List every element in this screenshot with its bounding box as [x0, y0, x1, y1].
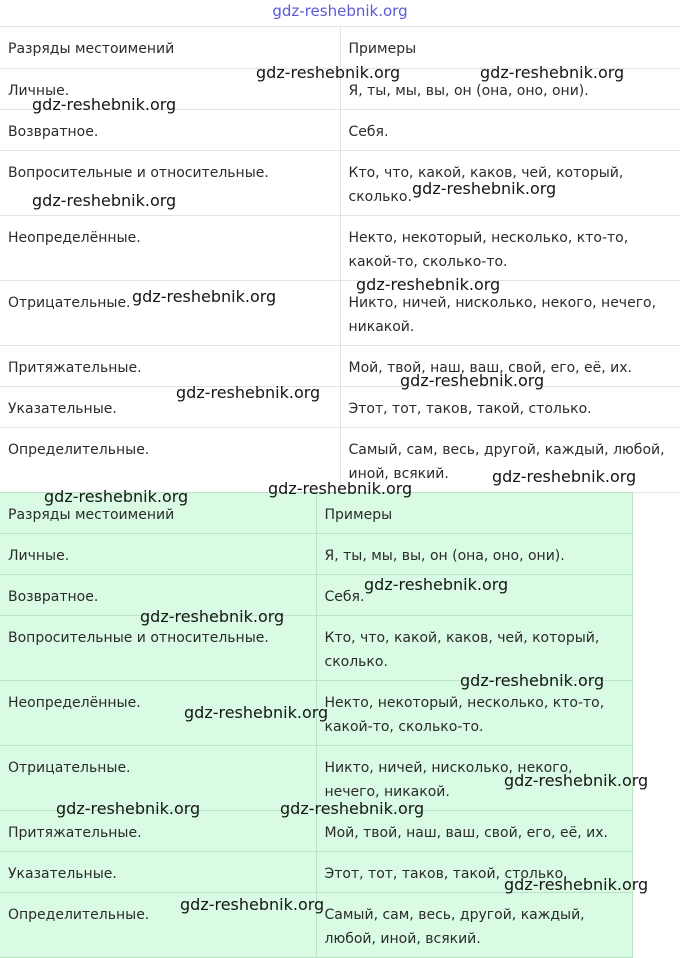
examples-cell: Этот, тот, таков, такой, столько. [340, 387, 680, 428]
watermark: gdz-reshebnik.org [460, 671, 605, 690]
examples-cell: Никто, ничей, нисколько, некого, нечего, никакой. [316, 746, 632, 811]
watermark: gdz-reshebnik.org [268, 479, 413, 498]
examples-cell: Самый, сам, весь, другой, каждый, любой, иной, всякий. [316, 893, 632, 958]
examples-cell: Мой, твой, наш, ваш, свой, его, её, их. [340, 346, 680, 387]
watermark: gdz-reshebnik.org [492, 467, 637, 486]
examples-cell: Мой, твой, наш, ваш, свой, его, её, их. [316, 811, 632, 852]
table-row [0, 387, 680, 428]
examples-cell: Кто, что, какой, каков, чей, который, сколько. [340, 151, 680, 216]
examples-cell: Я, ты, мы, вы, он (она, оно, они). [316, 534, 632, 575]
table-row [0, 575, 632, 616]
watermark: gdz-reshebnik.org [504, 771, 649, 790]
category-cell: Отрицательные. [0, 746, 316, 811]
watermark: gdz-reshebnik.org [184, 703, 329, 722]
watermark: gdz-reshebnik.org [480, 63, 625, 82]
table-row [0, 346, 680, 387]
watermark: gdz-reshebnik.org [140, 607, 285, 626]
watermark: gdz-reshebnik.org [176, 383, 321, 402]
examples-cell: Я, ты, мы, вы, он (она, оно, они). [340, 69, 680, 110]
category-cell: Отрицательные. [0, 281, 340, 346]
watermark: gdz-reshebnik.org [412, 179, 557, 198]
header-cell-examples: Примеры [316, 493, 632, 534]
watermark: gdz-reshebnik.org [256, 63, 401, 82]
examples-cell: Этот, тот, таков, такой, столько. [316, 852, 632, 893]
category-cell: Вопросительные и относительные. [0, 616, 316, 681]
header-cell-examples: Примеры [340, 27, 680, 69]
category-cell: Притяжательные. [0, 811, 316, 852]
table-row [0, 110, 680, 151]
category-cell: Возвратное. [0, 575, 316, 616]
category-cell: Возвратное. [0, 110, 340, 151]
category-cell: Определительные. [0, 428, 340, 493]
header-cell-category: Разряды местоимений [0, 27, 340, 69]
watermark: gdz-reshebnik.org [180, 895, 325, 914]
site-watermark-top: gdz-reshebnik.org [272, 2, 408, 20]
watermark: gdz-reshebnik.org [504, 875, 649, 894]
category-cell: Вопросительные и относительные. [0, 151, 340, 216]
watermark: gdz-reshebnik.org [400, 371, 545, 390]
examples-cell: Себя. [316, 575, 632, 616]
watermark: gdz-reshebnik.org [32, 95, 177, 114]
category-cell: Определительные. [0, 893, 316, 958]
category-cell: Указательные. [0, 387, 340, 428]
examples-cell: Кто, что, какой, каков, чей, который, сколько. [316, 616, 632, 681]
examples-cell: Самый, сам, весь, другой, каждый, любой, иной, всякий. [340, 428, 680, 493]
watermark: gdz-reshebnik.org [356, 275, 501, 294]
watermark: gdz-reshebnik.org [56, 799, 201, 818]
watermark: gdz-reshebnik.org [364, 575, 509, 594]
category-cell: Личные. [0, 69, 340, 110]
watermark: gdz-reshebnik.org [280, 799, 425, 818]
header-cell-category: Разряды местоимений [0, 493, 316, 534]
category-cell: Личные. [0, 534, 316, 575]
table-row [0, 216, 680, 281]
category-cell: Притяжательные. [0, 346, 340, 387]
watermark: gdz-reshebnik.org [44, 487, 189, 506]
examples-cell: Никто, ничей, нисколько, некого, нечего, никакой. [340, 281, 680, 346]
table-row [0, 281, 680, 346]
examples-cell: Некто, некоторый, несколько, кто-то, какой-то, сколько-то. [340, 216, 680, 281]
category-cell: Неопределённые. [0, 681, 316, 746]
examples-cell: Себя. [340, 110, 680, 151]
category-cell: Указательные. [0, 852, 316, 893]
watermark: gdz-reshebnik.org [32, 191, 177, 210]
watermark: gdz-reshebnik.org [132, 287, 277, 306]
category-cell: Неопределённые. [0, 216, 340, 281]
examples-cell: Некто, некоторый, несколько, кто-то, какой-то, сколько-то. [316, 681, 632, 746]
table-row [0, 534, 632, 575]
